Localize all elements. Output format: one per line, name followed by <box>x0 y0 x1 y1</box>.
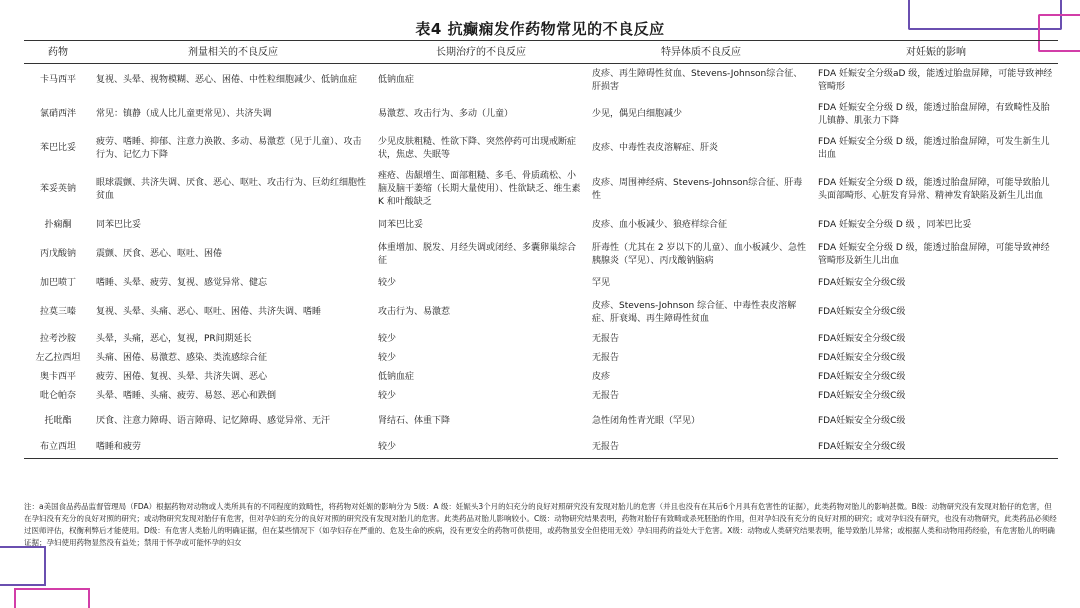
table-row <box>24 438 1058 459</box>
dose-related-cell: 嗜睡、头晕、疲劳、复视、感觉异常、健忘 <box>96 278 268 288</box>
idiosyncratic-cell: 无报告 <box>592 333 620 344</box>
idiosyncratic-cell: 皮疹 <box>592 371 611 382</box>
long-term-cell: 低钠血症 <box>378 75 415 86</box>
idiosyncratic-cell: 皮疹、血小板减少、狼疮样综合征 <box>592 220 728 230</box>
drug-name: 托吡酯 <box>44 416 72 426</box>
drug-name: 丙戊酸钠 <box>39 249 76 259</box>
dose-related-cell: 复视、头晕、视物模糊、恶心、困倦、中性粒细胞减少、低钠血症 <box>96 75 358 86</box>
drug-name: 氯硝西泮 <box>39 109 76 119</box>
adverse-reactions-table <box>24 40 1058 459</box>
table-row <box>24 166 1058 214</box>
table-row <box>24 296 1058 330</box>
table-row <box>24 64 1058 98</box>
drug-name: 拉考沙胺 <box>39 333 76 344</box>
table-row <box>24 368 1058 387</box>
dose-related-cell: 厌食、注意力障碍、语言障碍、记忆障碍、感觉异常、无汗 <box>96 416 331 426</box>
dose-related-cell: 同苯巴比妥 <box>96 220 142 230</box>
long-term-cell: 较少 <box>378 442 397 453</box>
table-row <box>24 132 1058 166</box>
long-term-cell: 较少 <box>378 333 397 344</box>
header-dose-related: 剂量相关的不良反应 <box>188 46 278 58</box>
long-term-cell: 体重增加、脱发、月经失调或闭经、多囊卵巢综合征 <box>378 242 577 266</box>
long-term-cell: 较少 <box>378 278 397 288</box>
table-row <box>24 349 1058 368</box>
table-row <box>24 98 1058 132</box>
idiosyncratic-cell: 无报告 <box>592 442 620 453</box>
pregnancy-cell: FDA妊娠安全分级C级 <box>818 371 906 382</box>
idiosyncratic-cell: 肝毒性（尤其在 2 岁以下的儿童）、血小板减少、急性胰腺炎（罕见）、丙戊酸钠脑病 <box>592 242 806 266</box>
drug-name: 苯妥英钠 <box>39 184 76 194</box>
table-row <box>24 272 1058 296</box>
drug-name: 吡仑帕奈 <box>39 390 76 401</box>
pregnancy-cell: FDA 妊娠安全分级 D 级，能透过胎盘屏障，可能导致胎儿头面部畸形、心脏发育异常、精神发育缺陷及新生儿出血 <box>818 177 1050 201</box>
dose-related-cell: 复视、头晕、头痛、恶心、呕吐、困倦、共济失调、嗜睡 <box>96 307 322 317</box>
table-row <box>24 387 1058 406</box>
drug-name: 奥卡西平 <box>39 371 76 382</box>
long-term-cell: 同苯巴比妥 <box>378 220 424 230</box>
header-idiosyncratic: 特异体质不良反应 <box>661 46 741 58</box>
pregnancy-cell: FDA 妊娠安全分级 D 级，能透过胎盘屏障，有致畸性及胎儿镇静、肌张力下降 <box>818 102 1050 126</box>
long-term-cell: 低钠血症 <box>378 371 415 382</box>
table-title: 表4 抗癫痫发作药物常见的不良反应 <box>415 20 665 38</box>
table-header-row <box>24 41 1058 64</box>
long-term-cell: 攻击行为、易激惹 <box>378 307 451 317</box>
header-drug: 药物 <box>48 46 68 58</box>
header-long-term: 长期治疗的不良反应 <box>436 46 526 58</box>
pregnancy-cell: FDA妊娠安全分级C级 <box>818 442 906 453</box>
idiosyncratic-cell: 无报告 <box>592 352 620 363</box>
drug-name: 加巴喷丁 <box>39 278 76 288</box>
dose-related-cell: 疲劳、嗜睡、抑郁、注意力涣散、多动、易激惹（见于儿童）、攻击行为、记忆力下降 <box>96 136 362 160</box>
idiosyncratic-cell: 无报告 <box>592 390 620 401</box>
dose-related-cell: 头晕，头痛，恶心，复视，PR间期延长 <box>96 333 252 344</box>
idiosyncratic-cell: 皮疹、中毒性表皮溶解症、肝炎 <box>592 143 719 153</box>
table-row <box>24 214 1058 238</box>
dose-related-cell: 头晕、嗜睡、头痛、疲劳、易怒、恶心和跌倒 <box>96 390 277 401</box>
table-row <box>24 330 1058 349</box>
pregnancy-cell: FDA 妊娠安全分级 D 级，能透过胎盘屏障，可能导致神经管畸形及新生儿出血 <box>818 242 1050 266</box>
pregnancy-cell: FDA妊娠安全分级C级 <box>818 390 906 401</box>
drug-name: 卡马西平 <box>39 75 76 86</box>
long-term-cell: 痤疮、齿龈增生、面部粗糙、多毛、骨质疏松、小脑及脑干萎缩（长期大量使用）、性欲缺乏、维生素 K 和叶酸缺乏 <box>378 171 581 207</box>
drug-name: 苯巴比妥 <box>39 143 76 153</box>
table-row <box>24 406 1058 438</box>
long-term-cell: 肾结石、体重下降 <box>378 416 451 426</box>
drug-name: 布立西坦 <box>39 442 76 453</box>
dose-related-cell: 震颤、厌食、恶心、呕吐、困倦 <box>96 249 223 259</box>
idiosyncratic-cell: 皮疹、再生障碍性贫血、Stevens-Johnson综合征、肝损害 <box>592 68 803 92</box>
long-term-cell: 少见皮肤粗糙、性欲下降、突然停药可出现戒断症状，焦虑、失眠等 <box>378 136 577 160</box>
dose-related-cell: 嗜睡和疲劳 <box>96 442 142 453</box>
idiosyncratic-cell: 罕见 <box>592 278 611 288</box>
pregnancy-cell: FDA 妊娠安全分级 D 级 ，同苯巴比妥 <box>818 220 972 230</box>
dose-related-cell: 常见：镇静（成人比儿童更常见）、共济失调 <box>96 109 272 119</box>
long-term-cell: 较少 <box>378 352 397 363</box>
drug-name: 左乙拉西坦 <box>35 352 81 363</box>
table-row <box>24 238 1058 272</box>
pregnancy-cell: FDA妊娠安全分级C级 <box>818 278 906 288</box>
decorative-frame-bottom-left-accent <box>14 588 90 608</box>
drug-name: 拉莫三嗪 <box>39 307 76 317</box>
header-pregnancy: 对妊娠的影响 <box>906 46 966 58</box>
idiosyncratic-cell: 皮疹、周围神经病、Stevens-Johnson综合征、肝毒性 <box>592 177 803 201</box>
pregnancy-cell: FDA 妊娠安全分级 D 级，能透过胎盘屏障，可发生新生儿出血 <box>818 136 1050 160</box>
idiosyncratic-cell: 急性闭角性青光眼（罕见） <box>592 416 701 426</box>
dose-related-cell: 眼球震颤、共济失调、厌食、恶心、呕吐、攻击行为、巨幼红细胞性贫血 <box>96 177 367 201</box>
pregnancy-cell: FDA 妊娠安全分级aD 级，能透过胎盘屏障，可能导致神经管畸形 <box>818 68 1053 92</box>
dose-related-cell: 头痛、困倦、易激惹、感染、类流感综合征 <box>96 352 268 363</box>
table-footnote: 注：a美国食品药品监督管理局（FDA）根据药物对动物或人类所具有的不同程度的致畸性，将药物对妊娠的影响分为 5级：A 级：妊娠头3个月的妇充分的良好对照研究没有发现对胎儿的危害（并且也没有在其后6个月具有危害性的证据），此类药物对胎儿的影响甚微。B级：动物研究没有发现对胎仔的危害，但在孕妇没有充分的良好对照的研究；或动物研究发现对胎仔有危害，但对孕妇的充分的良好对照的研究没有发现对胎儿的危害。此类药品对胎儿影响较小。C级：动物研究结果表明，药物对胎仔有致畸或杀死胚胎的作用，但对孕妇没有充分的良好对照的研究；或对孕妇没有研究，也没有动物研究，此类药品必须经过医师评估，权衡利弊后才能使用。D级：有危害人类胎儿的明确证据，但在某些情况下（如孕妇存在严重的、危及生命的疾病，没有更安全的药物可供使用，或药物虽安全但使用无效）孕妇用药的益处大于危害。X级：动物或人类研究结果表明，能导致胎儿异常；或根据人类和动物用药经验，有危害胎儿的明确证据；孕妇使用药物显然没有益处；禁用于怀孕或可能怀孕的妇女 <box>24 502 1057 547</box>
idiosyncratic-cell: 皮疹、Stevens-Johnson 综合征、中毒性表皮溶解症、肝衰竭、再生障碍性贫血 <box>592 300 797 324</box>
pregnancy-cell: FDA妊娠安全分级C级 <box>818 333 906 344</box>
decorative-frame-bottom-left <box>0 546 46 586</box>
dose-related-cell: 疲劳、困倦、复视、头晕、共济失调、恶心 <box>96 371 268 382</box>
drug-name: 扑痫酮 <box>44 220 72 230</box>
pregnancy-cell: FDA妊娠安全分级C级 <box>818 416 906 426</box>
pregnancy-cell: FDA妊娠安全分级C级 <box>818 352 906 363</box>
long-term-cell: 易激惹、攻击行为、多动（儿童） <box>378 109 514 119</box>
idiosyncratic-cell: 少见，偶见白细胞减少 <box>592 109 683 119</box>
long-term-cell: 较少 <box>378 390 397 401</box>
pregnancy-cell: FDA妊娠安全分级C级 <box>818 307 906 317</box>
